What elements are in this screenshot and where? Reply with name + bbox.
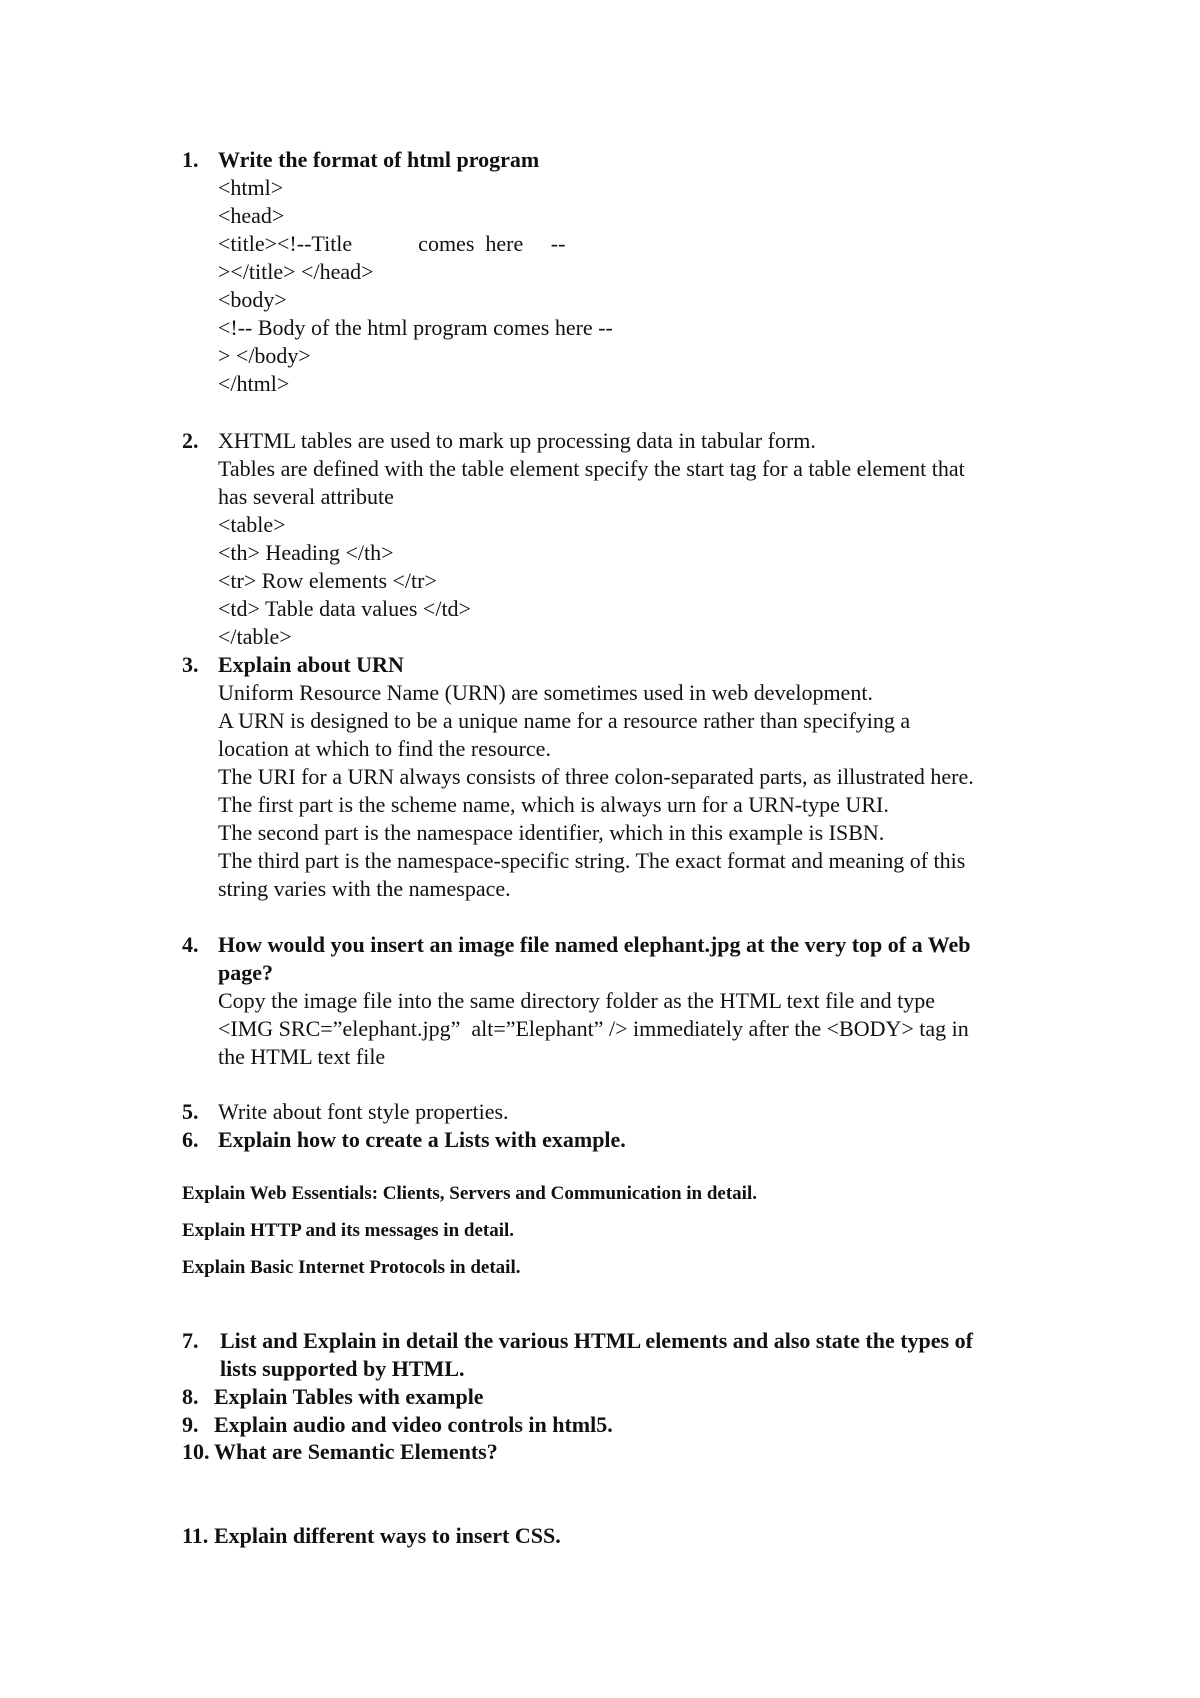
question-number: 8. (182, 1384, 199, 1409)
answer-line: XHTML tables are used to mark up processing data in tabular form. (218, 428, 816, 453)
question-number: 6. (182, 1127, 199, 1152)
code-line: > </body> (218, 343, 311, 368)
code-line: </table> (218, 624, 292, 649)
answer-line: The second part is the namespace identifier, which in this example is ISBN. (218, 820, 885, 845)
question-number: 2. (182, 428, 199, 453)
code-line: <title><!--Title comes here -- (218, 231, 566, 256)
code-line: <td> Table data values </td> (218, 596, 471, 621)
answer-line: the HTML text file (218, 1044, 386, 1069)
answer-line: A URN is designed to be a unique name for a resource rather than specifying a (218, 708, 911, 733)
question-heading: page? (218, 960, 273, 985)
code-line: <body> (218, 287, 287, 312)
extra-question: Explain Web Essentials: Clients, Servers and Communication in detail. (182, 1183, 757, 1204)
answer-line: Tables are defined with the table element specify the start tag for a table element that (218, 456, 965, 481)
question-heading: Explain about URN (218, 652, 404, 677)
question-number: 1. (182, 147, 199, 172)
question-number: 4. (182, 932, 199, 957)
code-line: <th> Heading </th> (218, 540, 394, 565)
code-line: ></title> </head> (218, 259, 374, 284)
answer-line: <IMG SRC=”elephant.jpg” alt=”Elephant” /> immediately after the <BODY> tag in (218, 1016, 969, 1041)
question-heading: How would you insert an image file named elephant.jpg at the very top of a Web (218, 932, 971, 957)
question-number: 3. (182, 652, 199, 677)
extra-question: Explain HTTP and its messages in detail. (182, 1220, 515, 1241)
question-heading: What are Semantic Elements? (214, 1439, 498, 1464)
answer-line: The third part is the namespace-specific string. The exact format and meaning of this (218, 848, 966, 873)
question-number: 7. (182, 1328, 199, 1353)
question-heading: Explain different ways to insert CSS. (214, 1523, 561, 1548)
question-heading: Explain Tables with example (214, 1384, 484, 1409)
code-line: <!-- Body of the html program comes here -- (218, 315, 613, 340)
answer-line: has several attribute (218, 484, 394, 509)
question-heading: Explain how to create a Lists with example. (218, 1127, 626, 1152)
question-heading: List and Explain in detail the various HTML elements and also state the types of (220, 1328, 973, 1353)
question-number: 5. (182, 1099, 199, 1124)
question-heading: Explain audio and video controls in html5. (214, 1412, 613, 1437)
extra-question: Explain Basic Internet Protocols in detail. (182, 1257, 521, 1278)
code-line: <table> (218, 512, 286, 537)
answer-line: The first part is the scheme name, which is always urn for a URN-type URI. (218, 792, 889, 817)
code-line: <html> (218, 175, 284, 200)
code-line: </html> (218, 371, 290, 396)
code-line: <tr> Row elements </tr> (218, 568, 437, 593)
answer-line: The URI for a URN always consists of three colon-separated parts, as illustrated here. (218, 764, 974, 789)
answer-line: Uniform Resource Name (URN) are sometimes used in web development. (218, 680, 873, 705)
question-heading: Write the format of html program (218, 147, 540, 172)
code-line: <head> (218, 203, 285, 228)
question-number: 11. (182, 1523, 209, 1548)
question-text: Write about font style properties. (218, 1099, 509, 1124)
question-heading: lists supported by HTML. (220, 1356, 465, 1381)
answer-line: Copy the image file into the same directory folder as the HTML text file and type (218, 988, 936, 1013)
question-number: 9. (182, 1412, 199, 1437)
answer-line: location at which to find the resource. (218, 736, 551, 761)
answer-line: string varies with the namespace. (218, 876, 511, 901)
question-number: 10. (182, 1439, 210, 1464)
